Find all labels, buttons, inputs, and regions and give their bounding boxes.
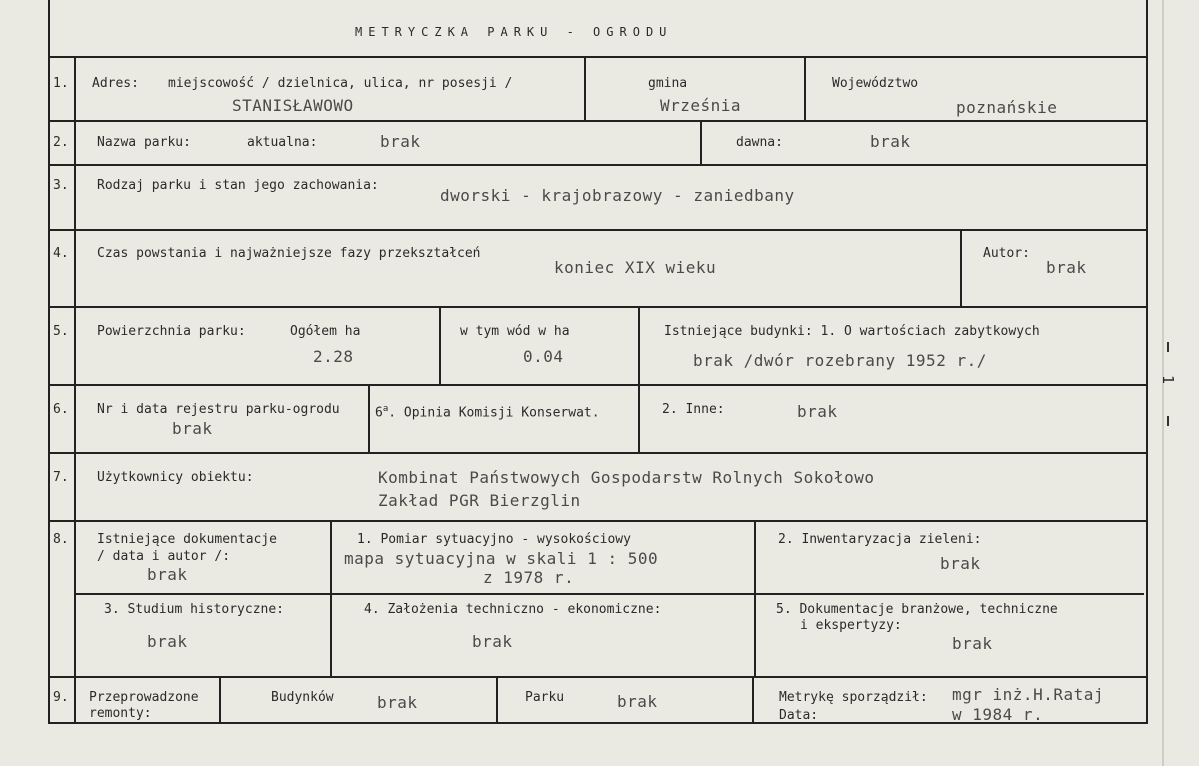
voivodeship-value: poznańskie [956,98,1058,117]
gmina-value: Września [660,96,742,115]
rule-h [48,229,1146,231]
rule-v [752,676,754,722]
rule-v [804,56,806,120]
users-value-line2: Zakład PGR Bierzglin [378,491,581,510]
survey-label: 1. Pomiar sytuacyjno - wysokościowy [357,532,631,547]
row-number: 7. [53,470,69,485]
repairs-buildings-value: brak [377,693,418,712]
former-name-label: dawna: [736,135,783,150]
area-label: Powierzchnia parku: [97,324,246,339]
total-area-value: 2.28 [313,347,354,366]
rule-v [584,56,586,120]
park-type-value: dworski - krajobrazowy - zaniedbany [440,186,795,205]
row-number: 5. [53,324,69,339]
origin-value: koniec XIX wieku [554,258,717,277]
address-value: STANISŁAWOWO [232,96,354,115]
branch-label-line1: 5. Dokumentacje branżowe, techniczne [776,602,1058,617]
rule-v [330,520,332,676]
current-name-value: brak [380,132,421,151]
water-area-value: 0.04 [523,347,564,366]
rule-v [754,520,756,676]
repairs-label-line2: remonty: [89,706,152,721]
survey-value-line1: mapa sytuacyjna w skali 1 : 500 [344,549,659,568]
other-value: brak [797,402,838,421]
tech-value: brak [472,632,513,651]
form-title: METRYCZKA PARKU - OGRODU [355,25,673,39]
register-value: brak [172,419,213,438]
history-label: 3. Studium historyczne: [104,602,285,617]
total-area-label: Ogółem ha [290,324,361,339]
date-label: Data: [779,708,819,723]
rule-v [700,120,702,164]
row-number: 3. [53,178,69,193]
rule-h [48,306,1146,308]
compiled-by-value: mgr inż.H.Rataj [952,685,1104,704]
rule-h [74,593,1144,595]
buildings-label: Istniejące budynki: 1. O wartościach zabytkowych [664,324,1040,339]
row-number: 1. [53,76,69,91]
current-name-label: aktualna: [247,135,318,150]
former-name-value: brak [870,132,911,151]
buildings-value: brak /dwór rozebrany 1952 r./ [693,351,987,370]
row-number: 9. [53,690,69,705]
rule-h [48,120,1146,122]
margin-dash [1167,342,1169,352]
rule-v [638,306,640,452]
branch-label-line2: i ekspertyzy: [800,618,902,633]
address-label: Adres: [92,76,139,91]
rule-h [48,676,1146,678]
rule-v [439,306,441,384]
margin-dash [1167,416,1169,426]
voivodeship-label: Województwo [832,76,919,91]
row-number: 2. [53,135,69,150]
users-label: Użytkownicy obiektu: [97,470,254,485]
park-type-label: Rodzaj parku i stan jego zachowania: [97,178,379,193]
survey-value-line2: z 1978 r. [483,568,575,587]
inventory-value: brak [940,554,981,573]
rule-v [74,56,76,722]
inventory-label: 2. Inwentaryzacja zieleni: [778,532,982,547]
rule-v [219,676,221,722]
row-number: 6. [53,402,69,417]
other-label: 2. Inne: [662,402,725,417]
park-name-label: Nazwa parku: [97,135,191,150]
tech-label: 4. Założenia techniczno - ekonomiczne: [364,602,662,617]
origin-label: Czas powstania i najważniejsze fazy przekształceń [97,246,481,261]
date-value: w 1984 r. [952,705,1044,724]
rule-h [48,452,1146,454]
rule-v [496,676,498,722]
docs-value: brak [147,565,188,584]
row-number: 4. [53,246,69,261]
author-label: Autor: [983,246,1030,261]
rule-h [48,56,1146,58]
branch-value: brak [952,634,993,653]
rule-v [368,384,370,452]
repairs-park-label: Parku [525,690,565,705]
rule-h [48,384,1146,386]
history-value: brak [147,632,188,651]
users-value-line1: Kombinat Państwowych Gospodarstw Rolnych Sokołowo [378,468,875,487]
compiled-by-label: Metrykę sporządził: [779,690,928,705]
docs-label-line1: Istniejące dokumentacje [97,532,278,547]
water-area-label: w tym wód w ha [460,324,570,339]
gmina-label: gmina [648,76,688,91]
row-number: 8. [53,532,69,547]
repairs-park-value: brak [617,692,658,711]
register-label: Nr i data rejestru parku-ogrodu [97,402,340,417]
page-number: 1 [1159,374,1178,385]
opinion-label: 6$^a$. Opinia Komisji Konserwat. [375,404,600,421]
repairs-buildings-label: Budynków [271,690,334,705]
rule-v [960,229,962,306]
address-hint: miejscowość / dzielnica, ulica, nr posesji / [168,76,513,91]
author-value: brak [1046,258,1087,277]
docs-label-line2: / data i autor /: [97,549,231,564]
rule-h [48,164,1146,166]
rule-h [48,520,1146,522]
repairs-label-line1: Przeprowadzone [89,690,199,705]
